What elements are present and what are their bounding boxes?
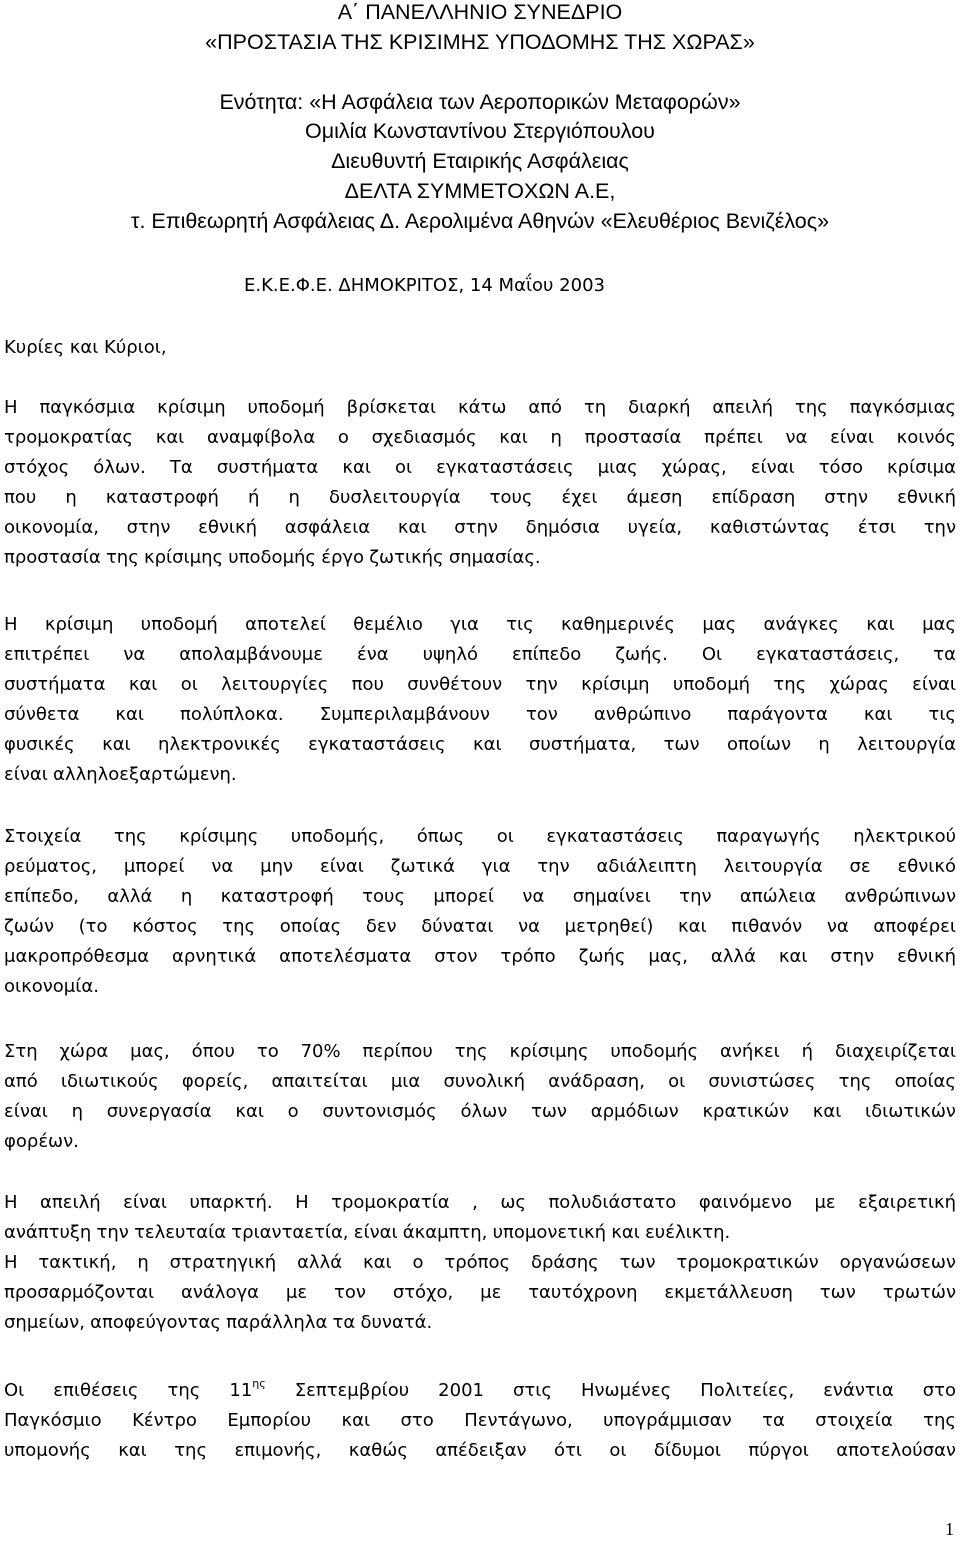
paragraph-line: τρομοκρατίας και αναμφίβολα ο σχεδιασμός και η προστασία πρέπει να είναι κοινός bbox=[4, 427, 956, 448]
paragraph-line: Η κρίσιμη υποδομή αποτελεί θεμέλιο για τις καθημερινές μας ανάγκες και μας bbox=[4, 614, 956, 635]
paragraph-line: υπομονής και της επιμονής, καθώς απέδειξαν ότι οι δίδυμοι πύργοι αποτελούσαν bbox=[4, 1440, 956, 1461]
speaker-former-position: τ. Επιθεωρητή Ασφάλειας Δ. Αερολιμένα Αθηνών «Ελευθέριος Βενιζέλος» bbox=[130, 209, 830, 233]
paragraph-line: Η παγκόσμια κρίσιμη υποδομή βρίσκεται κάτω από τη διαρκή απειλή της παγκόσμιας bbox=[4, 397, 956, 418]
session-title: Ενότητα: «Η Ασφάλεια των Αεροπορικών Μεταφορών» bbox=[219, 90, 741, 114]
speaker-company: ΔΕΛΤΑ ΣΥΜΜΕΤΟΧΩΝ Α.Ε, bbox=[344, 179, 616, 203]
paragraph-4 bbox=[4, 1037, 956, 1157]
paragraph-line: Στοιχεία της κρίσιμης υποδομής, όπως οι εγκαταστάσεις παραγωγής ηλεκτρικού bbox=[4, 826, 956, 847]
paragraph-line: φορέων. bbox=[4, 1131, 79, 1152]
speaker-name: Ομιλία Κωνσταντίνου Στεργιόπουλου bbox=[305, 119, 655, 143]
paragraph-1 bbox=[4, 393, 956, 573]
page-number: 1 bbox=[945, 1519, 954, 1539]
paragraph-line: Στη χώρα μας, όπου το 70% περίπου της κρίσιμης υποδομής ανήκει ή διαχειρίζεται bbox=[4, 1041, 956, 1062]
paragraph-text: Οι επιθέσεις της 11 bbox=[4, 1380, 253, 1401]
paragraph-line: συστήματα και οι λειτουργίες που συνθέτουν την κρίσιμη υποδομή της χώρας είναι bbox=[4, 674, 956, 695]
paragraph-line: επιτρέπει να απολαμβάνουμε ένα υψηλό επίπεδο ζωής. Οι εγκαταστάσεις, τα bbox=[4, 644, 956, 665]
paragraph-line: σύνθετα και πολύπλοκα. Συμπεριλαμβάνουν τον ανθρώπινο παράγοντα και τις bbox=[4, 704, 956, 725]
paragraph-line: Παγκόσμιο Κέντρο Εμπορίου και στο Πεντάγωνο, υπογράμμισαν τα στοιχεία της bbox=[4, 1410, 956, 1431]
ordinal-suffix: ης bbox=[252, 1377, 266, 1390]
paragraph-line: που η καταστροφή ή η δυσλειτουργία τους έχει άμεση επίδραση στην εθνική bbox=[4, 487, 956, 508]
paragraph-2 bbox=[4, 610, 956, 790]
conference-title: Α΄ ΠΑΝΕΛΛΗΝΙΟ ΣΥΝΕΔΡΙΟ bbox=[337, 0, 623, 24]
paragraph-line: είναι αλληλοεξαρτώμενη. bbox=[4, 764, 237, 785]
paragraph-line: είναι η συνεργασία και ο συντονισμός όλων των αρμόδιων κρατικών και ιδιωτικών bbox=[4, 1101, 956, 1122]
paragraph-3 bbox=[4, 822, 956, 1002]
paragraph-6 bbox=[4, 1376, 956, 1466]
paragraph-line: οικονομία, στην εθνική ασφάλεια και στην δημόσια υγεία, καθιστώντας έτσι την bbox=[4, 517, 956, 538]
paragraph-line: σημείων, αποφεύγοντας παράλληλα τα δυνατά. bbox=[4, 1312, 433, 1333]
salutation: Κυρίες και Κύριοι, bbox=[4, 337, 167, 358]
paragraph-line: από ιδιωτικούς φορείς, απαιτείται μια συνολική ανάδραση, οι συνιστώσες της οποίας bbox=[4, 1071, 956, 1092]
paragraph-line: ανάπτυξη την τελευταία τριανταετία, είναι άκαμπτη, υπομονετική και ευέλικτη. bbox=[4, 1222, 731, 1243]
paragraph-line: ζωών (το κόστος της οποίας δεν δύναται να μετρηθεί) και πιθανόν να αποφέρει bbox=[4, 916, 956, 937]
paragraph-5 bbox=[4, 1188, 956, 1338]
paragraph-line: προσαρμόζονται ανάλογα με τον στόχο, με ταυτόχρονη εκμετάλλευση των τρωτών bbox=[4, 1282, 956, 1303]
paragraph-line: επίπεδο, αλλά η καταστροφή τους μπορεί να σημαίνει την απώλεια ανθρώπινων bbox=[4, 886, 956, 907]
paragraph-line: φυσικές και ηλεκτρονικές εγκαταστάσεις και συστήματα, των οποίων η λειτουργία bbox=[4, 734, 956, 755]
venue-date: Ε.Κ.Ε.Φ.Ε. ΔΗΜΟΚΡΙΤΟΣ, 14 Μαΐου 2003 bbox=[244, 275, 605, 296]
paragraph-line: μακροπρόθεσμα αρνητικά αποτελέσματα στον τρόπο ζωής μας, αλλά και στην εθνική bbox=[4, 946, 956, 967]
paragraph-line: Η τακτική, η στρατηγική αλλά και ο τρόπος δράσης των τρομοκρατικών οργανώσεων bbox=[4, 1252, 956, 1273]
paragraph-line: προστασία της κρίσιμης υποδομής έργο ζωτικής σημασίας. bbox=[4, 547, 541, 568]
conference-subtitle: «ΠΡΟΣΤΑΣΙΑ ΤΗΣ ΚΡΙΣΙΜΗΣ ΥΠΟΔΟΜΗΣ ΤΗΣ ΧΩΡΑΣ» bbox=[205, 30, 755, 54]
paragraph-line: ρεύματος, μπορεί να μην είναι ζωτικά για την αδιάλειπτη λειτουργία σε εθνικό bbox=[4, 856, 956, 877]
paragraph-line: στόχος όλων. Τα συστήματα και οι εγκαταστάσεις μιας χώρας, είναι τόσο κρίσιμα bbox=[4, 457, 956, 478]
paragraph-text: Σεπτεμβρίου 2001 στις Ηνωμένες Πολιτείες, ενάντια στο bbox=[265, 1380, 956, 1401]
paragraph-line: οικονομία. bbox=[4, 976, 99, 997]
speaker-position: Διευθυντή Εταιρικής Ασφάλειας bbox=[331, 149, 629, 173]
paragraph-line bbox=[4, 1376, 956, 1406]
paragraph-line: Η απειλή είναι υπαρκτή. Η τρομοκρατία , ως πολυδιάστατο φαινόμενο με εξαιρετική bbox=[4, 1192, 956, 1213]
